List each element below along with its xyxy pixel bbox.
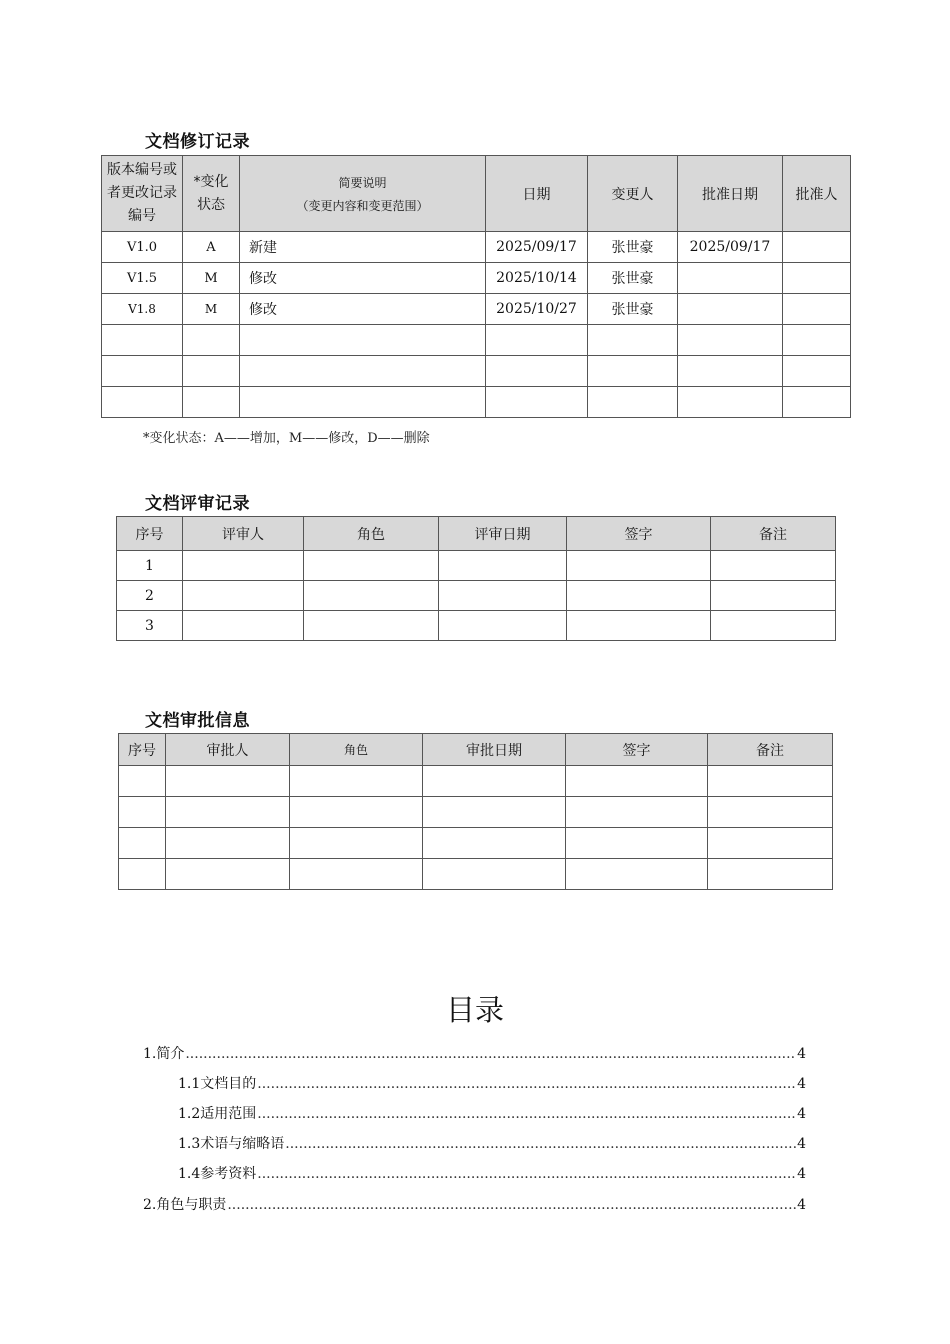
toc-entry-page: 4 [797,1106,806,1122]
toc-dot-leader [257,1106,796,1122]
approval-index-cell [119,766,166,797]
revision-approve-date-cell [678,263,783,294]
toc-entry[interactable] [178,1133,806,1153]
revision-section-title: 文档修订记录 [145,132,250,152]
approval-role-cell [290,766,423,797]
table-row [117,551,836,581]
status-legend-note: *变化状态：A——增加，M——修改，D——删除 [143,431,430,446]
approval-header-approver: 审批人 [166,734,290,766]
review-remarks-cell [711,611,836,641]
revision-desc-cell [240,325,486,356]
review-signature-cell [567,611,711,641]
review-header-row [117,517,836,551]
approval-index-cell [119,828,166,859]
revision-approve-date-cell: 2025/09/17 [678,232,783,263]
revision-version-cell [102,325,183,356]
table-row [102,325,851,356]
approval-date-cell [423,828,566,859]
revision-approver-cell [783,387,851,418]
revision-header-approver: 批准人 [783,156,851,232]
revision-approver-cell [783,356,851,387]
table-row [102,232,851,263]
revision-status-cell [183,356,240,387]
approval-table [118,733,833,890]
revision-approver-cell [783,294,851,325]
revision-date-cell: 2025/10/14 [486,263,588,294]
revision-approver-cell [783,232,851,263]
toc-dot-leader [185,1046,796,1062]
approval-index-cell [119,797,166,828]
review-signature-cell [567,581,711,611]
revision-changer-cell: 张世豪 [588,294,678,325]
review-header-remarks: 备注 [711,517,836,551]
review-remarks-cell [711,581,836,611]
review-date-cell [439,551,567,581]
revision-version-cell [102,387,183,418]
review-header-signature: 签字 [567,517,711,551]
approval-header-index: 序号 [119,734,166,766]
approval-approver-cell [166,828,290,859]
revision-approve-date-cell [678,294,783,325]
revision-approve-date-cell [678,356,783,387]
revision-header-changer: 变更人 [588,156,678,232]
review-index-cell: 3 [117,611,183,641]
revision-changer-cell: 张世豪 [588,232,678,263]
review-header-reviewer: 评审人 [183,517,304,551]
revision-approver-cell [783,263,851,294]
revision-date-cell [486,387,588,418]
review-reviewer-cell [183,551,304,581]
review-date-cell [439,581,567,611]
approval-date-cell [423,859,566,890]
approval-date-cell [423,797,566,828]
toc-entry-text: 1.1文档目的 [178,1076,257,1092]
revision-status-cell: A [183,232,240,263]
approval-role-cell [290,828,423,859]
revision-status-cell [183,387,240,418]
toc-dot-leader [227,1197,796,1213]
approval-date-cell [423,766,566,797]
table-row [119,859,833,890]
revision-date-cell [486,356,588,387]
toc-entry-page: 4 [797,1197,806,1213]
revision-changer-cell [588,387,678,418]
revision-changer-cell [588,325,678,356]
revision-status-cell: M [183,263,240,294]
toc-dot-leader [285,1136,796,1152]
revision-header-date: 日期 [486,156,588,232]
revision-date-cell [486,325,588,356]
table-row [119,828,833,859]
revision-header-version: 版本编号或者更改记录编号 [102,156,183,232]
revision-approver-cell [783,325,851,356]
approval-header-date: 审批日期 [423,734,566,766]
approval-header-row [119,734,833,766]
table-row [102,294,851,325]
approval-remarks-cell [708,766,833,797]
toc-entry[interactable] [178,1103,806,1123]
toc-entry[interactable] [178,1163,806,1183]
approval-approver-cell [166,766,290,797]
approval-signature-cell [566,859,708,890]
toc-title: 目录 [445,993,504,1027]
approval-remarks-cell [708,859,833,890]
approval-approver-cell [166,859,290,890]
table-row [102,263,851,294]
table-row [117,611,836,641]
revision-changer-cell [588,356,678,387]
revision-status-cell: M [183,294,240,325]
review-table [116,516,836,641]
review-reviewer-cell [183,581,304,611]
table-row [119,766,833,797]
toc-entry[interactable] [143,1043,806,1063]
review-role-cell [304,551,439,581]
revision-approve-date-cell [678,387,783,418]
revision-desc-cell: 修改 [240,263,486,294]
review-header-role: 角色 [304,517,439,551]
review-index-cell: 1 [117,551,183,581]
revision-date-cell: 2025/09/17 [486,232,588,263]
review-header-index: 序号 [117,517,183,551]
revision-version-cell: V1.5 [102,263,183,294]
toc-entry-text: 1.3术语与缩略语 [178,1136,285,1152]
revision-table [101,155,851,418]
approval-header-signature: 签字 [566,734,708,766]
approval-signature-cell [566,797,708,828]
review-date-cell [439,611,567,641]
toc-entry-text: 2.角色与职责 [143,1197,227,1213]
approval-header-role: 角色 [290,734,423,766]
revision-status-cell [183,325,240,356]
revision-version-cell: V1.0 [102,232,183,263]
toc-dot-leader [257,1166,796,1182]
review-header-date: 评审日期 [439,517,567,551]
approval-index-cell [119,859,166,890]
revision-version-cell [102,356,183,387]
approval-remarks-cell [708,797,833,828]
review-section-title: 文档评审记录 [145,494,250,514]
review-index-cell: 2 [117,581,183,611]
approval-approver-cell [166,797,290,828]
revision-header-row [102,156,851,232]
revision-header-status: *变化状态 [183,156,240,232]
revision-desc-cell: 修改 [240,294,486,325]
toc-entry-text: 1.2适用范围 [178,1106,257,1122]
toc-entry-page: 4 [797,1076,806,1092]
toc-entry-page: 4 [797,1136,806,1152]
toc-entry-text: 1.简介 [143,1046,185,1062]
revision-desc-cell [240,356,486,387]
toc-entry-text: 1.4参考资料 [178,1166,257,1182]
toc-entry[interactable] [143,1194,806,1214]
table-row [119,797,833,828]
approval-header-remarks: 备注 [708,734,833,766]
revision-header-description: 简要说明 （变更内容和变更范围） [240,156,486,232]
review-remarks-cell [711,551,836,581]
revision-header-approve-date: 批准日期 [678,156,783,232]
review-reviewer-cell [183,611,304,641]
toc-entry-page: 4 [797,1166,806,1182]
table-row [102,387,851,418]
approval-remarks-cell [708,828,833,859]
toc-dot-leader [257,1076,796,1092]
revision-desc-cell: 新建 [240,232,486,263]
revision-version-cell: V1.8 [102,294,183,325]
approval-role-cell [290,797,423,828]
revision-date-cell: 2025/10/27 [486,294,588,325]
approval-section-title: 文档审批信息 [145,711,250,731]
revision-changer-cell: 张世豪 [588,263,678,294]
toc-entry-page: 4 [797,1046,806,1062]
review-signature-cell [567,551,711,581]
approval-signature-cell [566,828,708,859]
toc-entry[interactable] [178,1073,806,1093]
table-row [117,581,836,611]
approval-role-cell [290,859,423,890]
table-row [102,356,851,387]
approval-signature-cell [566,766,708,797]
revision-desc-cell [240,387,486,418]
review-role-cell [304,611,439,641]
review-role-cell [304,581,439,611]
revision-approve-date-cell [678,325,783,356]
